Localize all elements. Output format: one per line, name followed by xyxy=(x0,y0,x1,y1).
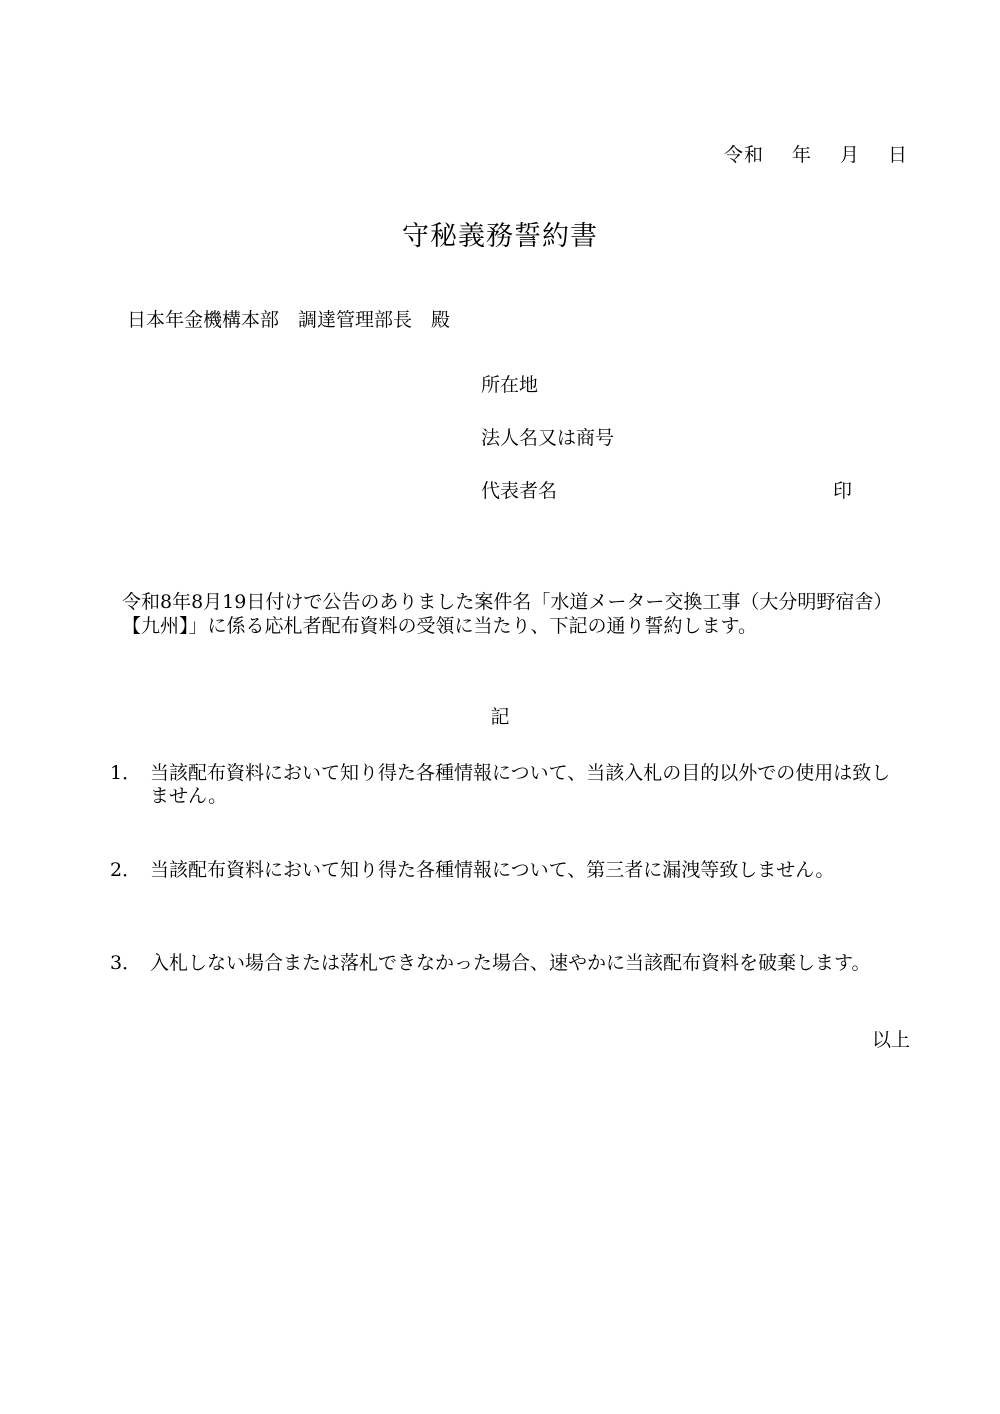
date-month-label: 月 xyxy=(839,144,860,166)
pledge-item-3 xyxy=(110,952,910,975)
address-label: 所在地 xyxy=(481,374,539,396)
company-name-label: 法人名又は商号 xyxy=(481,427,615,449)
item-number: 1． xyxy=(110,762,142,784)
representative-label: 代表者名 xyxy=(481,480,558,502)
seal-mark: 印 xyxy=(833,480,853,502)
item-text: 当該配布資料において知り得た各種情報について、当該入札の目的以外での使用は致しません。 xyxy=(150,762,891,807)
ki-heading: 記 xyxy=(490,706,510,728)
closing-mark: 以上 xyxy=(871,1029,910,1051)
item-number: 3． xyxy=(110,952,142,974)
date-year-label: 年 xyxy=(791,144,812,166)
pledge-statement: 令和8年8月19日付けで公告のありました案件名「水道メーター交換工事（大分明野宿舎）【九州】」に係る応札者配布資料の受領に当たり、下記の通り誓約します。 xyxy=(122,591,893,637)
item-text: 入札しない場合または落札できなかった場合、速やかに当該配布資料を破棄します。 xyxy=(150,952,871,974)
date-era: 令和 xyxy=(723,144,764,166)
document-title: 守秘義務誓約書 xyxy=(402,221,598,252)
pledge-item-1 xyxy=(110,762,910,808)
date-line xyxy=(724,140,908,167)
addressee: 日本年金機構本部 調達管理部長 殿 xyxy=(127,309,451,331)
pledge-item-2 xyxy=(110,859,910,882)
item-text: 当該配布資料において知り得た各種情報について、第三者に漏洩等致しません。 xyxy=(150,859,835,881)
item-number: 2． xyxy=(110,859,142,881)
date-day-label: 日 xyxy=(887,144,908,166)
